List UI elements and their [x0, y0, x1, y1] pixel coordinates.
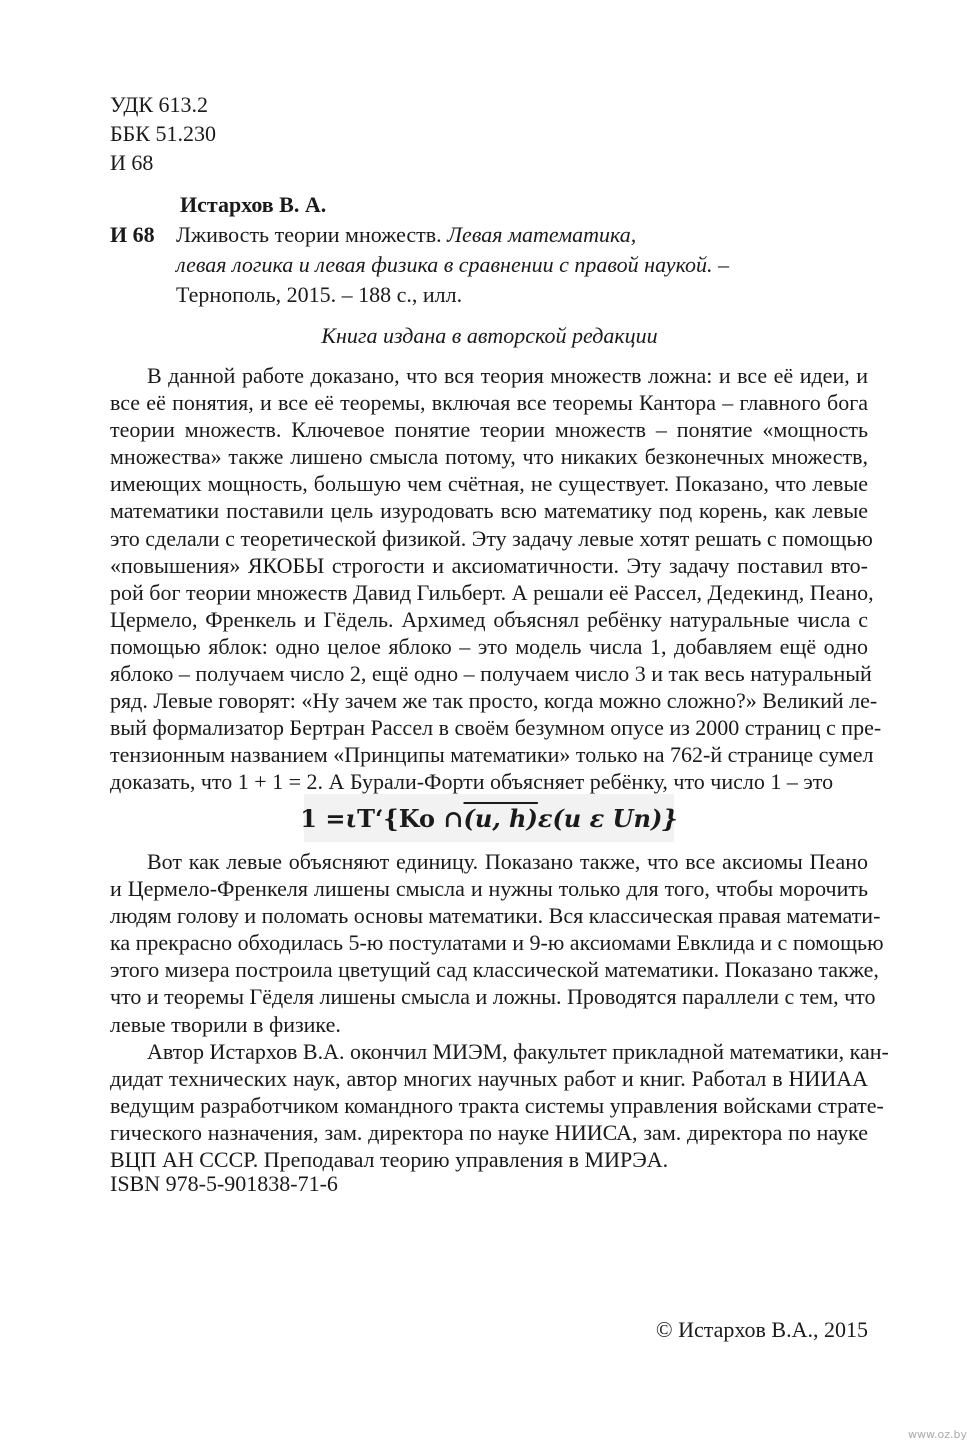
abstract-line: тензионным названием «Принципы математики» только на 762-й странице сумел: [110, 742, 874, 768]
abstract-line: математики поставили цель изуродовать всю математику под корень, как левые: [110, 498, 868, 524]
classification-codes: [110, 90, 216, 177]
abstract-line: «повышения» ЯКОБЫ строгости и аксиоматичности. Эту задачу поставил вто-: [110, 552, 868, 578]
abstract-line: Цермело, Френкель и Гёдель. Архимед объяснял ребёнку натуральные числа с: [110, 606, 868, 632]
abstract-line: вый формализатор Бертран Рассел в своём безумном опусе из 2000 страниц с пре-: [110, 715, 882, 741]
bio-line: гического назначения, зам. директора по науке НИИСА, зам. директора по науке: [110, 1119, 868, 1145]
bib-title-line: [176, 220, 880, 250]
abstract-line: теории множеств. Ключевое понятие теории множеств – понятие «мощность: [110, 417, 868, 443]
bib-title: Лживость теории множеств.: [176, 222, 448, 247]
bio-line: дидат технических наук, автор многих научных работ и книг. Работал в НИИАА: [110, 1065, 868, 1091]
bib-entry: [110, 220, 880, 310]
bio-line: ВЦП АН СССР. Преподавал теорию управления в МИРЭА.: [110, 1147, 669, 1173]
formula-iota: ι: [345, 803, 358, 833]
author-mark: И 68: [110, 150, 154, 175]
bibliographic-record: [110, 190, 880, 310]
udk-code: УДК 613.2: [110, 92, 209, 117]
isbn: ISBN 978-5-901838-71-6: [110, 1171, 338, 1196]
abstract2-line: людям голову и поломать основы математики. Вся классическая правая математи-: [110, 903, 881, 929]
bib-subtitle-line: [176, 250, 880, 280]
abstract2-line: Вот как левые объясняют единицу. Показано также, что все аксиомы Пеано: [147, 849, 868, 874]
formula-t: T‘{Ko ∩: [357, 803, 464, 833]
formula-lhs: 1 =: [300, 803, 346, 833]
bib-author: Истархов В. А.: [180, 192, 327, 217]
bio-line: Автор Истархов В.А. окончил МИЭМ, факультет прикладной математики, кан-: [147, 1038, 889, 1064]
formula-image: [300, 794, 678, 842]
abstract-line: имеющих мощность, большую чем счётная, не существует. Показано, что левые: [110, 471, 868, 497]
abstract-line: все её понятия, и все её теоремы, включая все теоремы Кантора – главного бога: [110, 390, 868, 416]
abstract-line: доказать, что 1 + 1 = 2. А Бурали-Форти объясняет ребёнку, что число 1 – это: [110, 769, 834, 795]
abstract2-line: ка прекрасно обходилась 5-ю постулатами и 9-ю аксиомами Евклида и с помощью: [110, 930, 884, 956]
bib-subtitle-2: левая логика и левая физика в сравнении с правой наукой.: [176, 252, 713, 277]
bio-line: ведущим разработчиком командного тракта системы управления войсками страте-: [110, 1092, 884, 1118]
abstract-line: рой бог теории множеств Давид Гильберт. А решали её Рассел, Дедекинд, Пеано,: [110, 579, 874, 605]
abstract-line: помощью яблок: одно целое яблоко – это модель числа 1, добавляем ещё одно: [110, 633, 868, 659]
bib-code: И 68: [110, 222, 155, 247]
edition-note: Книга издана в авторской редакции: [321, 323, 658, 348]
abstract-paragraph: [110, 362, 882, 796]
watermark: www.oz.by: [908, 1428, 967, 1441]
abstract-line: множества» также лишено смысла потому, что никаких безконечных множеств,: [110, 444, 868, 470]
copyright: © Истархов В.А., 2015: [655, 1317, 868, 1342]
abstract2-line: что и теоремы Гёделя лишены смысла и ложны. Проводятся параллели с тем, что: [110, 984, 876, 1010]
formula-pair: (u, h): [463, 803, 538, 833]
bib-dash: –: [712, 252, 730, 277]
abstract-line: В данной работе доказано, что вся теория множеств ложна: и все её идеи, и: [147, 363, 868, 388]
bbk-code: ББК 51.230: [110, 121, 216, 146]
abstract2-line: и Цермело-Френкеля лишены смысла и нужны только для того, чтобы морочить: [110, 876, 868, 902]
formula-epsilon: ε: [537, 803, 553, 833]
formula-paren: (u ε Un)}: [552, 803, 678, 833]
abstract-line: яблоко – получаем число 2, ещё одно – получаем число 3 и так весь натуральный: [110, 661, 872, 687]
bib-imprint: Тернополь, 2015. – 188 с., илл.: [176, 282, 463, 307]
abstract2-line: этого мизера построила цветущий сад классической математики. Показано также,: [110, 957, 879, 983]
bib-subtitle-1: Левая математика,: [447, 222, 637, 247]
abstract-continuation: [110, 848, 889, 1173]
abstract2-line: левые творили в физике.: [110, 1011, 341, 1037]
abstract-line: это сделали с теоретической физикой. Эту задачу левые хотят решать с помощью: [110, 525, 873, 551]
abstract-line: ряд. Левые говорят: «Ну зачем же так просто, когда можно сложно?» Великий ле-: [110, 688, 878, 714]
